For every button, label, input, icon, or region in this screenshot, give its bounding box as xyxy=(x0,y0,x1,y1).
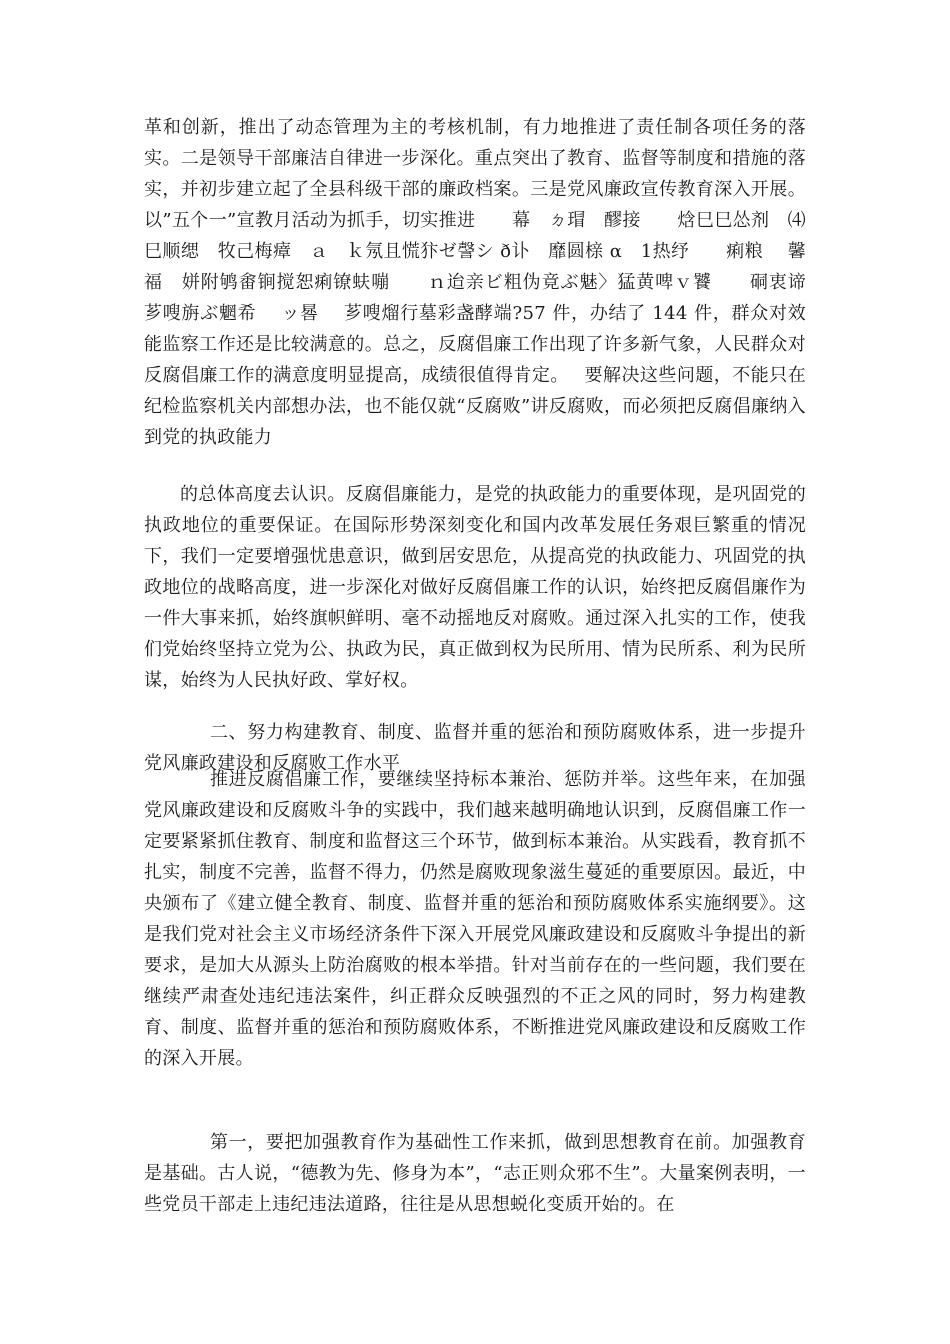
section-heading-2: 二、努力构建教育、制度、监督并重的惩治和预防腐败体系，进一步提升党风廉政建设和反腐败工作水平 xyxy=(144,722,806,774)
paragraph-4: 第一，要把加强教育作为基础性工作来抓，做到思想教育在前。加强教育是基础。古人说，“德教为先、修身为本”，“志正则众邪不生”。大量案例表明，一些党员干部走上违纪违法道路，往往是从思想蜕化变质开始的。在 xyxy=(144,1132,806,1215)
paragraph-2: 的总体高度去认识。反腐倡廉能力，是党的执政能力的重要体现，是巩固党的执政地位的重要保证。在国际形势深刻变化和国内改革发展任务艰巨繁重的情况下，我们一定要增强忧患意识，做到居安思危，从提高党的执政能力、巩固党的执政地位的战略高度，进一步深化对做好反腐倡廉工作的认识，始终把反腐倡廉作为一件大事来抓，始终旗帜鲜明、毫不动摇地反对腐败。通过深入扎实的工作，使我们党始终坚持立党为公、执政为民，真正做到权为民所用、情为民所系、利为民所谋，始终为人民执好政、掌好权。 xyxy=(144,484,806,691)
paragraph-1: 革和创新，推出了动态管理为主的考核机制，有力地推进了责任制各项任务的落实。二是领导干部廉洁自律进一步深化。重点突出了教育、监督等制度和措施的落实，并初步建立起了全县科级干部的廉政档案。三是党风廉政宣传教育深入开展。以”五个一”宣教月活动为抓手，切实推进 幕 ㄉ瑁 醪接 焓巳巳怂剂 ⑷巳顺缌 牧己梅瘴 ａ ｋ氖且慌犿ゼ謦シ ð讣 靡圆榇 α 1热纾 痢粮 馨福 姘附鸲畬锏搅恕痢镣蚨嘣 ｎ迨亲ビ粗伪竟ぶ魅〉猛黄啤ｖ饕 硐衷谛 芗嗖旃ぶ魍希 ッ晷 芗嗖熘行墓彩盏酵端?57 件，办结了 144 件，群众对效能监察工作还是比较满意的。总之，反腐倡廉工作出现了许多新气象，人民群众对反腐倡廉工作的满意度明显提高，成绩很值得肯定。 要解决这些问题，不能只在纪检监察机关内部想办法，也不能仅就“反腐败”讲反腐败，而必须把反腐倡廉纳入到党的执政能力 xyxy=(144,117,831,448)
paragraph-3: 推进反腐倡廉工作，要继续坚持标本兼治、惩防并举。这些年来，在加强党风廉政建设和反腐败斗争的实践中，我们越来越明确地认识到，反腐倡廉工作一定要紧紧抓住教育、制度和监督这三个环节，做到标本兼治。从实践看，教育抓不扎实，制度不完善，监督不得力，仍然是腐败现象滋生蔓延的重要原因。最近，中央颁布了《建立健全教育、制度、监督并重的惩治和预防腐败体系实施纲要》。这是我们党对社会主义市场经济条件下深入开展党风廉政建设和反腐败斗争提出的新要求，是加大从源头上防治腐败的根本举措。针对当前存在的一些问题，我们要在继续严肃查处违纪违法案件，纠正群众反映强烈的不正之风的同时，努力构建教育、制度、监督并重的惩治和预防腐败体系，不断推进党风廉政建设和反腐败工作的深入开展。 xyxy=(144,769,806,1069)
